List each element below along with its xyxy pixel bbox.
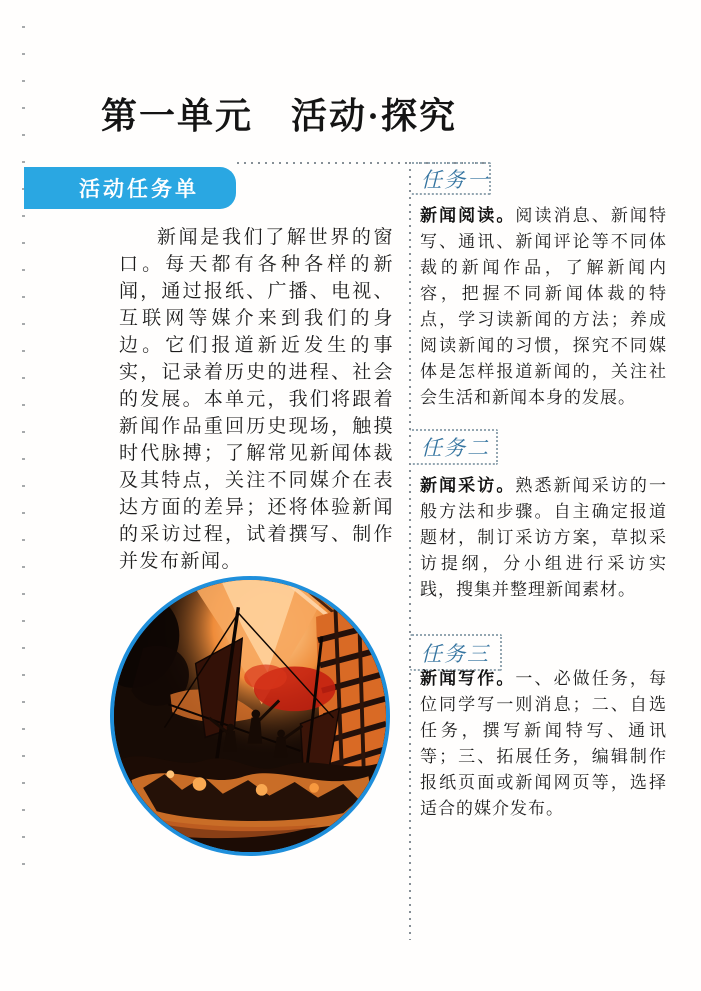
task-one-lead: 新闻阅读。 [420,206,516,225]
task-three-label: 任务三 [421,641,490,666]
unit-intro-paragraph: 新闻是我们了解世界的窗口。每天都有各种各样的新闻，通过报纸、广播、电视、互联网等媒介来到我们的身边。它们报道新近发生的事实，记录着历史的进程、社会的发展。本单元，我们将跟着新闻作品重回历史现场，触摸时代脉搏；了解常见新闻体裁及其特点，关注不同媒介在表达方面的差异；还将体验新闻的采访过程，试着撰写、制作并发布新闻。 [119,227,394,572]
binding-tick-marks [22,26,25,880]
task-two-label: 任务二 [421,436,490,460]
unit-title: 第一单元 活动·探究 [101,96,458,137]
task-three-lead: 新闻写作。 [420,669,516,688]
task-two-body: 熟悉新闻采访的一般方法和步骤。自主确定报道题材，制订采访方案，草拟采访提纲，分小组进行采访实践，搜集并整理新闻素材。 [420,476,668,599]
task-one-body: 阅读消息、新闻特写、通讯、新闻评论等不同体裁的新闻作品，了解新闻内容，把握不同新闻体裁的特点，学习读新闻的方法；养成阅读新闻的习惯，探究不同媒体是怎样报道新闻的，关注社会生活和新闻本身的发展。 [420,206,668,407]
task-three-text [420,666,667,822]
task-three-body: 一、必做任务，每位同学写一则消息；二、自选任务，撰写新闻特写、通讯等；三、拓展任务，编辑制作报纸页面或新闻网页等，选择适合的媒介发布。 [420,669,668,818]
task-two-label-box [410,429,498,465]
river-crossing-battle-painting-icon [110,576,390,856]
battle-scene-art [114,580,386,852]
task-one-text [420,203,667,411]
activity-task-banner [24,167,236,209]
task-two-text [420,473,667,603]
dotted-column-divider [409,162,411,940]
banner-label: 活动任务单 [79,178,199,201]
task-two-lead: 新闻采访。 [420,476,516,495]
task-one-label: 任务一 [421,167,490,192]
task-one-label-box [410,162,491,195]
